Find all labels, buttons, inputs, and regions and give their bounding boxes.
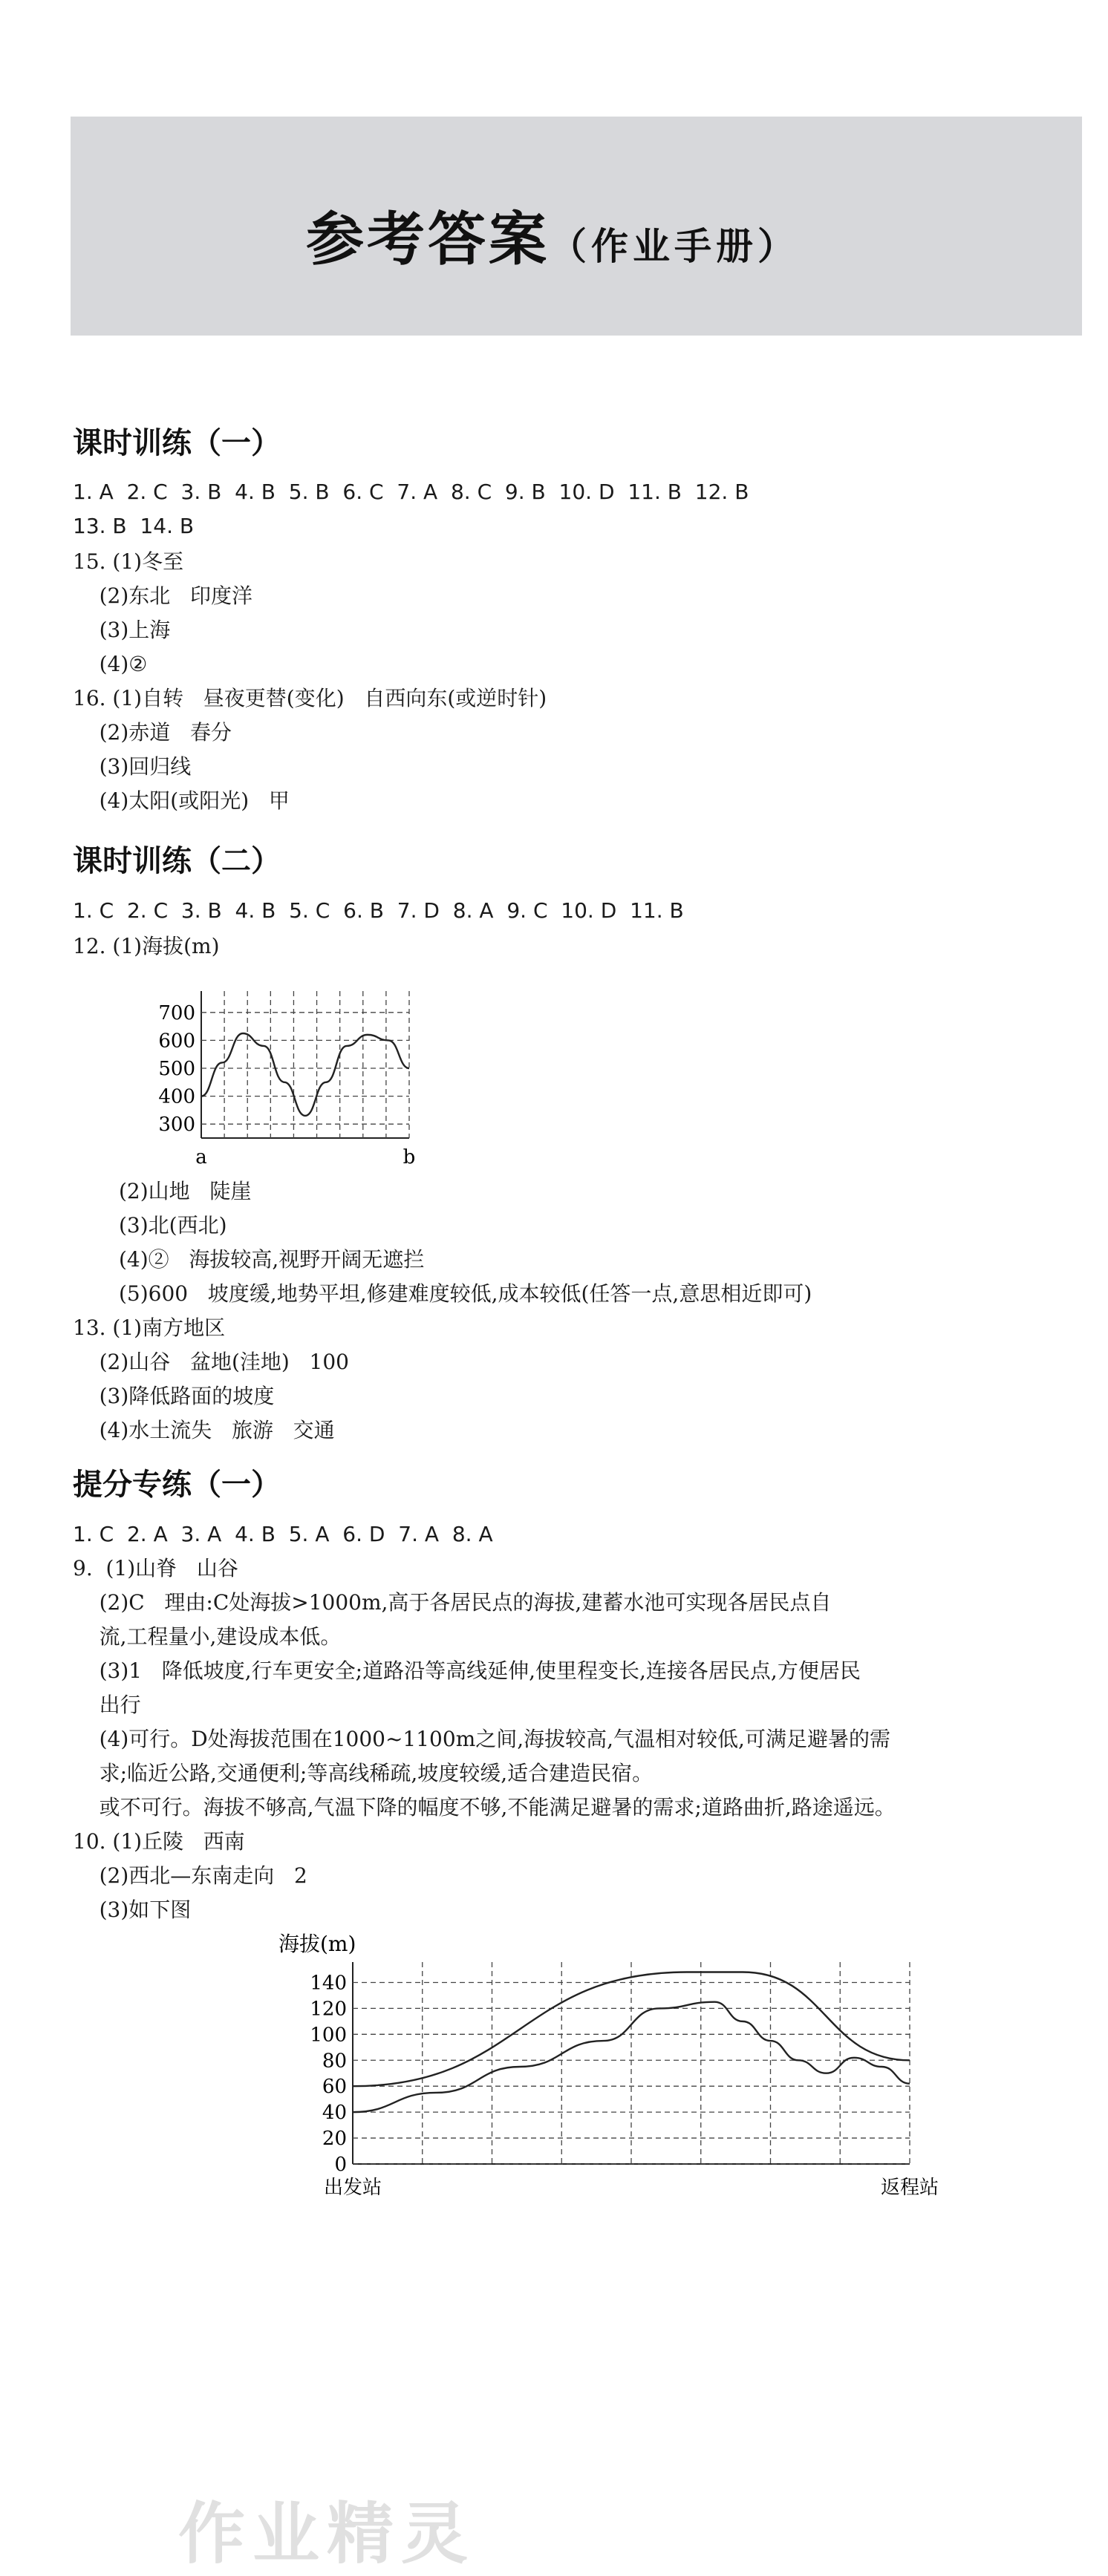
y-tick-label: 600 (158, 1030, 195, 1053)
y-tick-label: 400 (158, 1085, 195, 1108)
answer-line: 13. (1)南方地区 (73, 1315, 226, 1340)
answer-line: (3)北(西北) (119, 1213, 227, 1238)
answer-line: (2)山地 陡崖 (119, 1179, 252, 1203)
y-tick-label: 60 (322, 2076, 347, 2099)
x-label-end: 返程站 (880, 2177, 939, 2199)
y-tick-label: 500 (158, 1058, 195, 1080)
section-heading-3: 提分专练（一） (73, 1468, 281, 1502)
answer-line: (2)赤道 春分 (73, 720, 232, 745)
y-tick-label: 0 (334, 2154, 347, 2176)
elevation-chart-2 (271, 1929, 939, 2211)
y-tick-label: 140 (310, 1972, 347, 1995)
answer-line: 出行 (73, 1693, 141, 1717)
answer-row: 1. C 2. C 3. B 4. B 5. C 6. B 7. D 8. A 9. C 10. D 11. B (73, 898, 684, 923)
y-tick-label: 80 (322, 2050, 347, 2073)
answer-line: (3)上海 (73, 618, 171, 642)
answer-line: 10. (1)丘陵 西南 (73, 1829, 245, 1854)
answer-line: (3)1 降低坡度,行车更安全;道路沿等高线延伸,使里程变长,连接各居民点,方便居民 (73, 1658, 861, 1683)
answer-line: 16. (1)自转 昼夜更替(变化) 自西向东(或逆时针) (73, 686, 547, 710)
answer-row: 1. A 2. C 3. B 4. B 5. B 6. C 7. A 8. C 9. B 10. D 11. B 12. B (73, 480, 749, 504)
answer-line: (2)C 理由:C处海拔>1000m,高于各居民点的海拔,建蓄水池可实现各居民点自 (73, 1590, 832, 1615)
y-tick-label: 700 (158, 1001, 195, 1024)
answer-line: (2)山谷 盆地(洼地) 100 (73, 1350, 349, 1374)
x-label-start: a (195, 1146, 207, 1168)
x-label-start: 出发站 (323, 2177, 382, 2199)
answer-line: (3)降低路面的坡度 (73, 1384, 275, 1408)
answer-line: (2)西北—东南走向 2 (73, 1863, 307, 1888)
answer-line: (5)600 坡度缓,地势平坦,修建难度较低,成本较低(任答一点,意思相近即可) (119, 1281, 812, 1306)
answer-line: (4)水土流失 旅游 交通 (73, 1418, 335, 1442)
y-tick-label: 40 (322, 2102, 347, 2125)
answer-line: 15. (1)冬至 (73, 549, 184, 574)
y-axis-label: 海拔(m) (278, 1932, 356, 1956)
y-tick-label: 100 (310, 2024, 347, 2047)
watermark: 作业精灵 (178, 2495, 475, 2573)
answer-line: 12. (1)海拔(m) (73, 934, 220, 958)
answer-line: (3)回归线 (73, 754, 192, 779)
answer-line: (2)东北 印度洋 (73, 583, 252, 608)
answer-line: 或不可行。海拔不够高,气温下降的幅度不够,不能满足避暑的需求;道路曲折,路途遥远。 (73, 1795, 896, 1820)
page-title: 参考答案（作业手册） (306, 206, 800, 273)
answer-line: (4)可行。D处海拔范围在1000~1100m之间,海拔较高,气温相对较低,可满足避暑的需 (73, 1727, 890, 1751)
section-heading-2: 课时训练（二） (73, 844, 281, 878)
section-heading-1: 课时训练（一） (73, 426, 281, 460)
x-label-end: b (403, 1146, 416, 1168)
answer-row: 13. B 14. B (73, 514, 195, 538)
answer-line: 9. (1)山脊 山谷 (73, 1556, 238, 1580)
y-tick-label: 20 (322, 2128, 347, 2151)
answer-row: 1. C 2. A 3. A 4. B 5. A 6. D 7. A 8. A (73, 1522, 493, 1546)
series-line (201, 1033, 409, 1116)
answer-line: (3)如下图 (73, 1897, 192, 1922)
y-tick-label: 120 (310, 1998, 347, 2021)
answer-line: (4)② 海拔较高,视野开阔无遮拦 (119, 1247, 425, 1272)
answer-line: (4)② (73, 652, 148, 676)
answer-line: (4)太阳(或阳光) 甲 (73, 788, 290, 813)
answer-line: 求;临近公路,交通便利;等高线稀疏,坡度较缓,适合建造民宿。 (73, 1761, 654, 1785)
answer-line: 流,工程量小,建设成本低。 (73, 1624, 342, 1649)
y-tick-label: 300 (158, 1114, 195, 1137)
elevation-chart-1 (152, 969, 538, 1184)
